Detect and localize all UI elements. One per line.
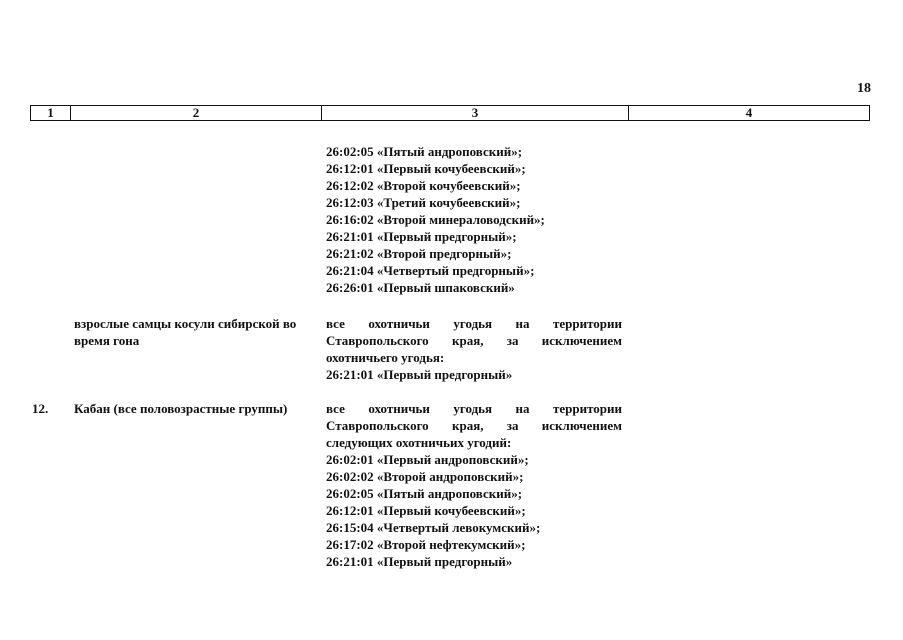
territory-intro: все охотничьи угодья на территории Ставропольского края, за исключением охотничьего угодья:	[326, 316, 622, 365]
list-item: 26:16:02 «Второй минераловодский»;	[326, 212, 545, 227]
list-item: 26:21:02 «Второй предгорный»;	[326, 246, 512, 261]
list-item: 26:17:02 «Второй нефтекумский»;	[326, 537, 526, 552]
territory-intro: все охотничьи угодья на территории Ставропольского края, за исключением следующих охотничьих угодий:	[326, 401, 622, 450]
list-item: 26:12:02 «Второй кочубеевский»;	[326, 178, 521, 193]
list-item: 26:12:01 «Первый кочубеевский»;	[326, 503, 526, 518]
list-item: 26:02:02 «Второй андроповский»;	[326, 469, 524, 484]
species-wild-boar: Кабан (все половозрастные группы)	[74, 401, 288, 416]
list-item: 26:26:01 «Первый шпаковский»	[326, 280, 515, 295]
list-item: 26:02:05 «Пятый андроповский»;	[326, 144, 523, 159]
list-item: 26:12:03 «Третий кочубеевский»;	[326, 195, 521, 210]
list-item: 26:15:04 «Четвертый левокумский»;	[326, 520, 541, 535]
list-item: 26:21:01 «Первый предгорный»;	[326, 229, 517, 244]
hunting-grounds-list-continued	[326, 143, 622, 296]
list-item: 26:02:01 «Первый андроповский»;	[326, 452, 529, 467]
list-item: 26:21:01 «Первый предгорный»	[326, 554, 513, 569]
territory-male-roe-deer	[326, 315, 622, 383]
list-item: 26:02:05 «Пятый андроповский»;	[326, 486, 523, 501]
column-header-2: 2	[71, 106, 322, 120]
page-number: 18	[857, 81, 871, 96]
list-item: 26:21:04 «Четвертый предгорный»;	[326, 263, 535, 278]
column-header-1: 1	[31, 106, 71, 120]
column-header-4: 4	[745, 105, 753, 120]
column-header-3: 3	[322, 106, 629, 120]
list-item: 26:21:01 «Первый предгорный»	[326, 367, 513, 382]
row-number-12: 12.	[32, 401, 49, 416]
column-header-row	[30, 105, 870, 121]
territory-wild-boar	[326, 400, 622, 570]
species-male-roe-deer: взрослые самцы косули сибирской во время гона	[74, 316, 297, 348]
list-item: 26:12:01 «Первый кочубеевский»;	[326, 161, 526, 176]
